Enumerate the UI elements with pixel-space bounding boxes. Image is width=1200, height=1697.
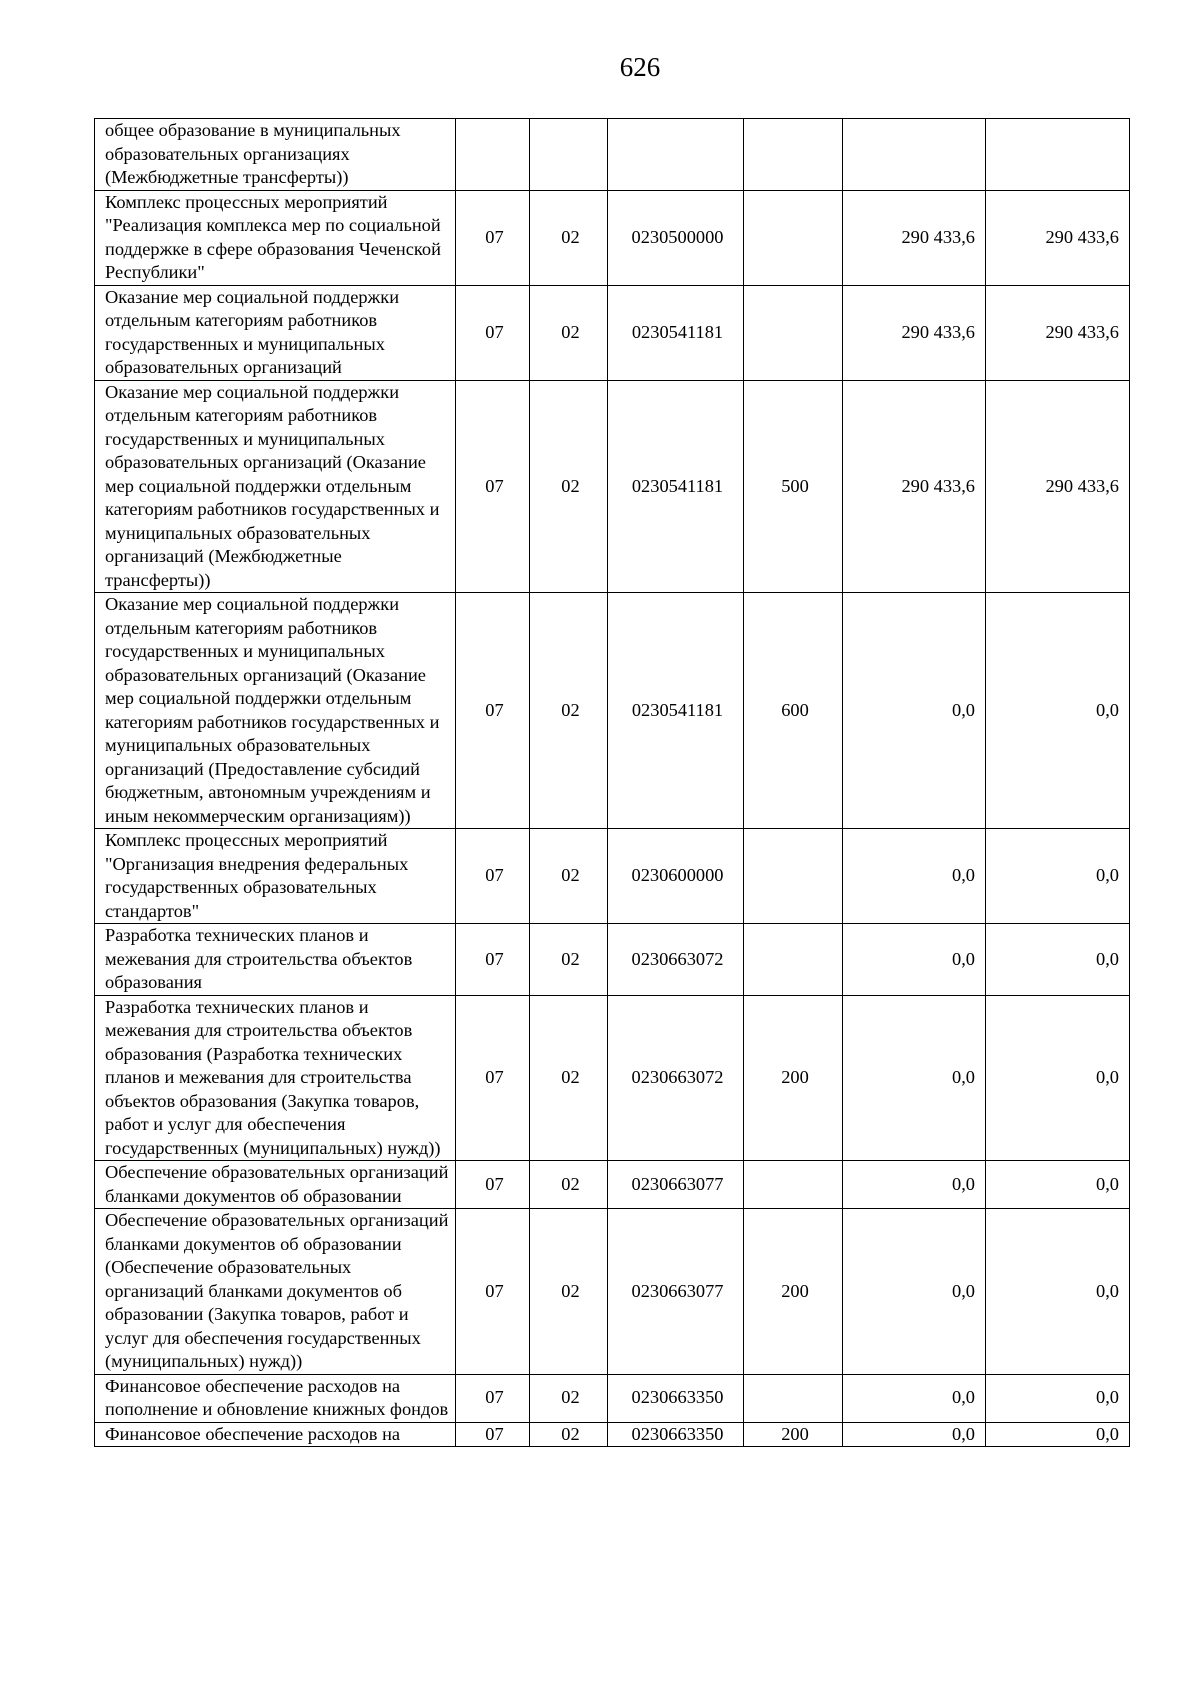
table-row xyxy=(95,1422,1130,1447)
budget-table xyxy=(94,118,1130,1447)
subsection-code: 02 xyxy=(530,1209,608,1375)
row-name: Обеспечение образовательных организаций бланками документов об образовании (Обеспечение образовательных организаций бланками документов об образовании (Закупка товаров, работ и услуг для обеспечения государственных (муниципальных) нужд)) xyxy=(95,1209,456,1375)
row-name: общее образование в муниципальных образовательных организациях (Межбюджетные трансферты)) xyxy=(95,119,456,191)
amount-year-1: 0,0 xyxy=(843,1209,986,1375)
row-name: Финансовое обеспечение расходов на пополнение и обновление книжных фондов xyxy=(95,1374,456,1422)
subsection-code: 02 xyxy=(530,190,608,285)
target-article-code xyxy=(608,119,744,191)
amount-year-2: 0,0 xyxy=(986,924,1130,996)
page-number: 626 xyxy=(619,52,661,82)
expense-type-code: 200 xyxy=(744,1422,843,1447)
amount-year-1: 290 433,6 xyxy=(843,380,986,593)
expense-type-code: 500 xyxy=(744,380,843,593)
amount-year-2: 0,0 xyxy=(986,829,1130,924)
amount-year-2 xyxy=(986,119,1130,191)
expense-type-code: 200 xyxy=(744,1209,843,1375)
expense-type-code xyxy=(744,285,843,380)
section-code: 07 xyxy=(456,1374,530,1422)
row-name: Разработка технических планов и межевания для строительства объектов образования xyxy=(95,924,456,996)
amount-year-1 xyxy=(843,119,986,191)
row-name: Финансовое обеспечение расходов на xyxy=(95,1422,456,1447)
subsection-code: 02 xyxy=(530,593,608,829)
section-code: 07 xyxy=(456,924,530,996)
row-name: Оказание мер социальной поддержки отдельным категориям работников государственных и муниципальных образовательных организаций (Оказание мер социальной поддержки отдельным категориям работников государственных и муниципальных образовательных организаций (Межбюджетные трансферты)) xyxy=(95,380,456,593)
target-article-code: 0230663072 xyxy=(608,924,744,996)
section-code: 07 xyxy=(456,593,530,829)
target-article-code: 0230663350 xyxy=(608,1422,744,1447)
section-code: 07 xyxy=(456,995,530,1161)
target-article-code: 0230663350 xyxy=(608,1374,744,1422)
target-article-code: 0230663077 xyxy=(608,1161,744,1209)
table-row xyxy=(95,1209,1130,1375)
amount-year-1: 0,0 xyxy=(843,1161,986,1209)
amount-year-1: 0,0 xyxy=(843,593,986,829)
row-name: Оказание мер социальной поддержки отдельным категориям работников государственных и муниципальных образовательных организаций xyxy=(95,285,456,380)
amount-year-2: 0,0 xyxy=(986,593,1130,829)
target-article-code: 0230600000 xyxy=(608,829,744,924)
subsection-code: 02 xyxy=(530,1374,608,1422)
table-row xyxy=(95,924,1130,996)
expense-type-code xyxy=(744,1374,843,1422)
row-name: Комплекс процессных мероприятий "Организация внедрения федеральных государственных образовательных стандартов" xyxy=(95,829,456,924)
section-code: 07 xyxy=(456,1422,530,1447)
table-row xyxy=(95,1161,1130,1209)
expense-type-code: 600 xyxy=(744,593,843,829)
amount-year-2: 0,0 xyxy=(986,1161,1130,1209)
subsection-code xyxy=(530,119,608,191)
expense-type-code xyxy=(744,924,843,996)
amount-year-1: 290 433,6 xyxy=(843,285,986,380)
subsection-code: 02 xyxy=(530,1422,608,1447)
table-row xyxy=(95,593,1130,829)
subsection-code: 02 xyxy=(530,995,608,1161)
table-row xyxy=(95,1374,1130,1422)
expense-type-code xyxy=(744,829,843,924)
amount-year-1: 0,0 xyxy=(843,1374,986,1422)
section-code xyxy=(456,119,530,191)
amount-year-1: 290 433,6 xyxy=(843,190,986,285)
target-article-code: 0230663072 xyxy=(608,995,744,1161)
target-article-code: 0230663077 xyxy=(608,1209,744,1375)
target-article-code: 0230541181 xyxy=(608,285,744,380)
subsection-code: 02 xyxy=(530,285,608,380)
amount-year-2: 0,0 xyxy=(986,1422,1130,1447)
expense-type-code: 200 xyxy=(744,995,843,1161)
target-article-code: 0230541181 xyxy=(608,380,744,593)
amount-year-2: 290 433,6 xyxy=(986,190,1130,285)
table-row xyxy=(95,995,1130,1161)
target-article-code: 0230541181 xyxy=(608,593,744,829)
subsection-code: 02 xyxy=(530,380,608,593)
row-name: Обеспечение образовательных организаций бланками документов об образовании xyxy=(95,1161,456,1209)
amount-year-2: 0,0 xyxy=(986,1209,1130,1375)
amount-year-2: 290 433,6 xyxy=(986,380,1130,593)
row-name: Оказание мер социальной поддержки отдельным категориям работников государственных и муниципальных образовательных организаций (Оказание мер социальной поддержки отдельным категориям работников государственных и муниципальных образовательных организаций (Предоставление субсидий бюджетным, автономным учреждениям и иным некоммерческим организациям)) xyxy=(95,593,456,829)
table-row xyxy=(95,190,1130,285)
amount-year-1: 0,0 xyxy=(843,1422,986,1447)
table-row xyxy=(95,285,1130,380)
amount-year-1: 0,0 xyxy=(843,829,986,924)
amount-year-2: 0,0 xyxy=(986,995,1130,1161)
table-row xyxy=(95,380,1130,593)
section-code: 07 xyxy=(456,1209,530,1375)
amount-year-2: 0,0 xyxy=(986,1374,1130,1422)
section-code: 07 xyxy=(456,285,530,380)
expense-type-code xyxy=(744,119,843,191)
row-name: Разработка технических планов и межевания для строительства объектов образования (Разработка технических планов и межевания для строительства объектов образования (Закупка товаров, работ и услуг для обеспечения государственных (муниципальных) нужд)) xyxy=(95,995,456,1161)
subsection-code: 02 xyxy=(530,924,608,996)
subsection-code: 02 xyxy=(530,1161,608,1209)
section-code: 07 xyxy=(456,380,530,593)
expense-type-code xyxy=(744,1161,843,1209)
expense-type-code xyxy=(744,190,843,285)
table-row xyxy=(95,119,1130,191)
amount-year-2: 290 433,6 xyxy=(986,285,1130,380)
amount-year-1: 0,0 xyxy=(843,995,986,1161)
subsection-code: 02 xyxy=(530,829,608,924)
table-row xyxy=(95,829,1130,924)
section-code: 07 xyxy=(456,190,530,285)
section-code: 07 xyxy=(456,829,530,924)
amount-year-1: 0,0 xyxy=(843,924,986,996)
target-article-code: 0230500000 xyxy=(608,190,744,285)
row-name: Комплекс процессных мероприятий "Реализация комплекса мер по социальной поддержке в сфере образования Чеченской Республики" xyxy=(95,190,456,285)
section-code: 07 xyxy=(456,1161,530,1209)
